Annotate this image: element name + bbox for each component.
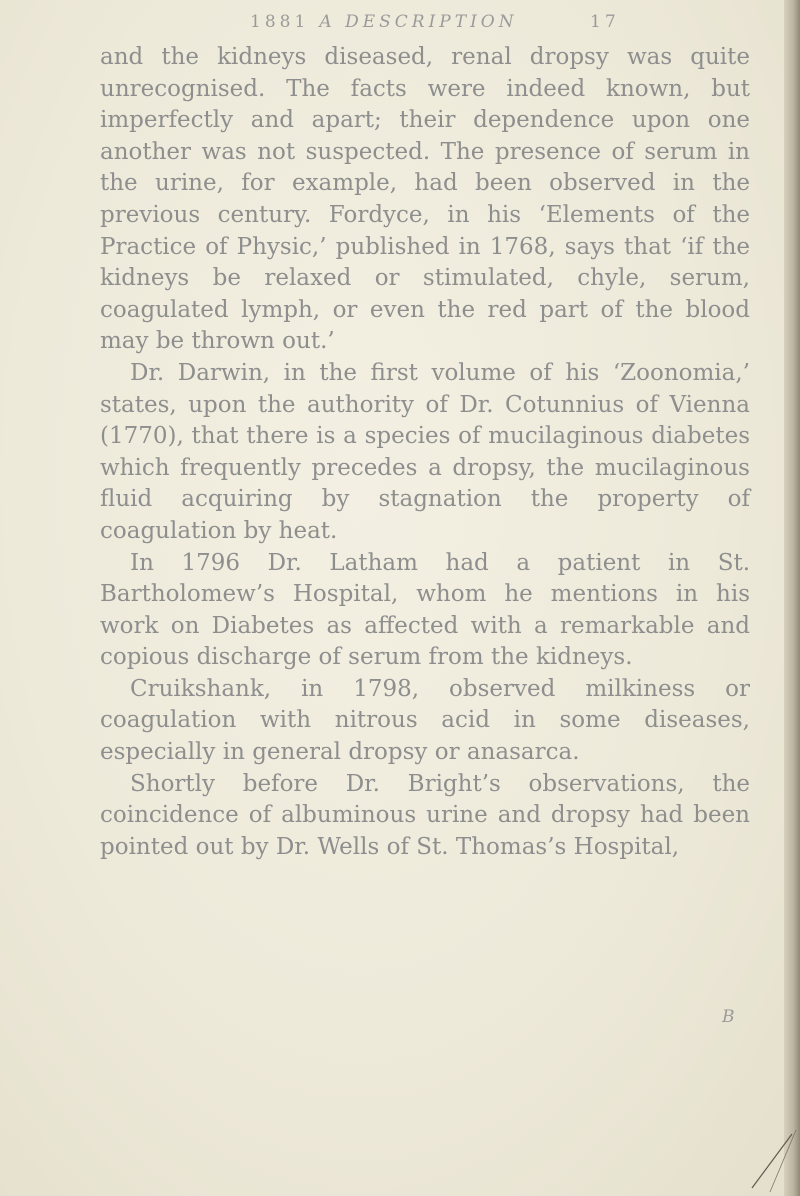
paragraph: In 1796 Dr. Latham had a patient in St. Bartholomew’s Hospital, whom he mentions in his work on Diabetes as affected with a remarkable and copious discharge of serum from the kidneys. bbox=[100, 549, 750, 671]
body-text bbox=[100, 42, 750, 863]
header-year: 1881 bbox=[250, 12, 310, 32]
paragraph: Shortly before Dr. Bright’s observations, the coincidence of albuminous urine and dropsy had been pointed out by Dr. Wells of St. Thomas’s Hospital, bbox=[100, 770, 750, 860]
paragraph: Cruikshank, in 1798, observed milkiness or coagulation with nitrous acid in some diseases, especially in general dropsy or anasarca. bbox=[100, 675, 750, 766]
running-header bbox=[250, 12, 630, 32]
header-title: A DESCRIPTION bbox=[319, 12, 518, 32]
page-number: 17 bbox=[590, 12, 620, 32]
page-edge-shadow bbox=[784, 0, 800, 1196]
signature-mark: B bbox=[722, 1007, 735, 1027]
paragraph: Dr. Darwin, in the first volume of his ‘Zoonomia,’ states, upon the authority of Dr. Cotunnius of Vienna (1770), that there is a species of mucilaginous diabetes which frequently precedes a dropsy, the mucilaginous fluid acquiring by stagnation the property of coagulation by heat. bbox=[100, 359, 750, 544]
paragraph: and the kidneys diseased, renal dropsy was quite unrecognised. The facts were indeed known, but imperfectly and apart; their dependence upon one another was not suspected. The presence of serum in the urine, for example, had been observed in the previous century. Fordyce, in his ‘Elements of the Practice of Physic,’ published in 1768, says that ‘if the kidneys be relaxed or stimulated, chyle, serum, coagulated lymph, or even the red part of the blood may be thrown out.’ bbox=[100, 44, 750, 355]
page-corner-mark bbox=[730, 1126, 800, 1196]
